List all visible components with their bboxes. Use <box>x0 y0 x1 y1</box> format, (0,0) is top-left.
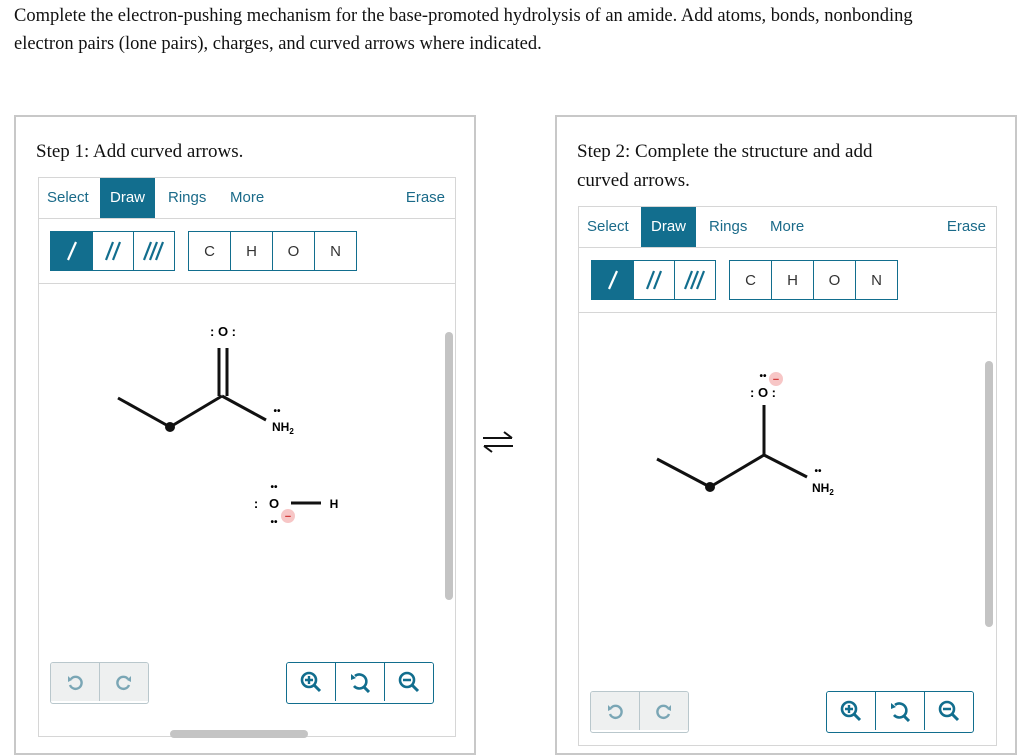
step1-tab-select[interactable]: Select <box>47 189 89 206</box>
atom-dot <box>165 422 175 432</box>
zoom-in-icon <box>840 700 862 722</box>
single-bond-icon <box>63 240 81 262</box>
step1-redo-button[interactable] <box>99 663 148 701</box>
step2-undo-redo-group <box>590 691 689 733</box>
step1-tab-more[interactable]: More <box>230 189 265 206</box>
bond-ethyl-1 <box>118 398 170 427</box>
step1-bond-group <box>50 231 175 271</box>
step1-editor <box>38 177 456 737</box>
triple-bond-icon <box>141 240 167 262</box>
instructions <box>14 2 1014 58</box>
step2-triple-bond-button[interactable] <box>674 261 715 299</box>
step1-atom-h-button[interactable]: H <box>230 232 272 270</box>
step1-zoom-group <box>286 662 434 704</box>
step1-reset-zoom-button[interactable] <box>335 663 384 701</box>
undo-icon <box>66 673 84 691</box>
step2-title-line2: curved arrows. <box>577 170 690 191</box>
step1-toolbar-tabs <box>39 178 455 219</box>
step1-panel <box>14 115 476 755</box>
negative-charge: − <box>284 511 292 523</box>
amide-n-lone-pair: •• <box>273 406 281 417</box>
step2-atom-n-button[interactable]: N <box>855 261 897 299</box>
carbonyl-oxygen[interactable]: : O : <box>210 324 236 339</box>
atom-dot <box>705 482 715 492</box>
step2-single-bond-button[interactable] <box>592 261 633 299</box>
step2-tab-rings[interactable]: Rings <box>709 218 748 235</box>
step1-double-bond-button[interactable] <box>92 232 133 270</box>
step2-atom-h-button[interactable]: H <box>771 261 813 299</box>
instructions-line1: Complete the electron-pushing mechanism for the base-promoted hydrolysis of an amide. Add atoms, bonds, nonbonding <box>14 6 913 26</box>
amide-n-lone-pair: •• <box>814 466 822 477</box>
step1-zoom-in-button[interactable] <box>287 663 335 701</box>
reset-zoom-icon <box>349 671 371 693</box>
hydroxide-lp-top: •• <box>270 482 278 493</box>
redo-icon <box>655 702 673 720</box>
step2-tab-draw[interactable]: Draw <box>641 207 696 247</box>
step1-atom-o-button[interactable]: O <box>272 232 314 270</box>
step2-reset-zoom-button[interactable] <box>875 692 924 730</box>
step2-zoom-in-button[interactable] <box>827 692 875 730</box>
instructions-line2: electron pairs (lone pairs), charges, and curved arrows where indicated. <box>14 34 542 54</box>
step2-tab-more[interactable]: More <box>770 218 805 235</box>
step2-bond-group <box>591 260 716 300</box>
negative-charge: − <box>772 374 780 386</box>
zoom-in-icon <box>300 671 322 693</box>
step2-title-line1: Step 2: Complete the structure and add <box>577 141 873 162</box>
step1-undo-button[interactable] <box>51 663 99 701</box>
step1-erase-button[interactable]: Erase <box>405 189 445 206</box>
single-bond-icon <box>604 269 622 291</box>
amide-nh2[interactable] <box>812 481 834 497</box>
double-bond-icon <box>102 240 124 262</box>
step1-triple-bond-button[interactable] <box>133 232 174 270</box>
step1-vertical-scrollbar[interactable] <box>445 332 453 600</box>
undo-icon <box>606 702 624 720</box>
hydroxide-lp-left: : <box>253 496 259 511</box>
equilibrium-arrows-icon <box>480 430 516 454</box>
step1-atom-group <box>188 231 357 271</box>
bond-c-n <box>764 455 807 477</box>
step2-tool-row <box>579 248 996 313</box>
amide-nh2-label: NH <box>272 420 290 434</box>
step2-panel <box>555 115 1017 755</box>
zoom-out-icon <box>398 671 420 693</box>
step1-horizontal-scrollbar[interactable] <box>170 730 308 738</box>
step2-editor <box>578 206 997 746</box>
bond-ethyl-2 <box>170 396 222 427</box>
alkoxide-lp-top: •• <box>759 371 767 382</box>
hydroxide-lp-bottom: •• <box>270 517 278 528</box>
hydroxide-oxygen[interactable]: O <box>268 496 280 511</box>
amide-nh2-label: NH <box>812 481 830 495</box>
step1-title: Step 1: Add curved arrows. <box>36 141 244 162</box>
alkoxide-oxygen[interactable]: : O : <box>750 385 776 400</box>
bond-ethyl-1 <box>657 459 710 487</box>
step2-toolbar-tabs <box>579 207 996 248</box>
amide-nh2-subscript: 2 <box>829 488 834 497</box>
step2-title <box>577 137 872 195</box>
hydroxide-hydrogen[interactable]: H <box>329 497 339 511</box>
step1-tab-draw[interactable]: Draw <box>100 178 155 218</box>
step1-single-bond-button[interactable] <box>51 232 92 270</box>
step2-atom-group <box>729 260 898 300</box>
step2-canvas[interactable] <box>579 313 984 693</box>
step1-atom-c-button[interactable]: C <box>204 242 215 260</box>
redo-icon <box>115 673 133 691</box>
step1-undo-redo-group <box>50 662 149 704</box>
step2-vertical-scrollbar[interactable] <box>985 361 993 627</box>
step2-undo-button[interactable] <box>591 692 639 730</box>
step2-erase-button[interactable]: Erase <box>946 218 986 235</box>
step2-atom-o-button[interactable]: O <box>813 261 855 299</box>
step1-atom-n-button[interactable]: N <box>314 232 356 270</box>
step1-tab-rings[interactable]: Rings <box>168 189 207 206</box>
step1-canvas[interactable] <box>39 284 444 684</box>
zoom-out-icon <box>938 700 960 722</box>
step2-zoom-group <box>826 691 974 733</box>
step1-zoom-out-button[interactable] <box>384 663 433 701</box>
amide-nh2-subscript: 2 <box>289 427 294 436</box>
step2-redo-button[interactable] <box>639 692 688 730</box>
bond-ethyl-2 <box>710 455 764 487</box>
bond-c-n <box>222 396 266 420</box>
step2-atom-c-button[interactable]: C <box>745 271 756 289</box>
reset-zoom-icon <box>889 700 911 722</box>
step2-tab-select[interactable]: Select <box>587 218 629 235</box>
amide-nh2[interactable] <box>272 420 294 436</box>
step2-zoom-out-button[interactable] <box>924 692 973 730</box>
step2-double-bond-button[interactable] <box>633 261 674 299</box>
double-bond-icon <box>643 269 665 291</box>
step1-tool-row <box>39 219 455 284</box>
triple-bond-icon <box>682 269 708 291</box>
